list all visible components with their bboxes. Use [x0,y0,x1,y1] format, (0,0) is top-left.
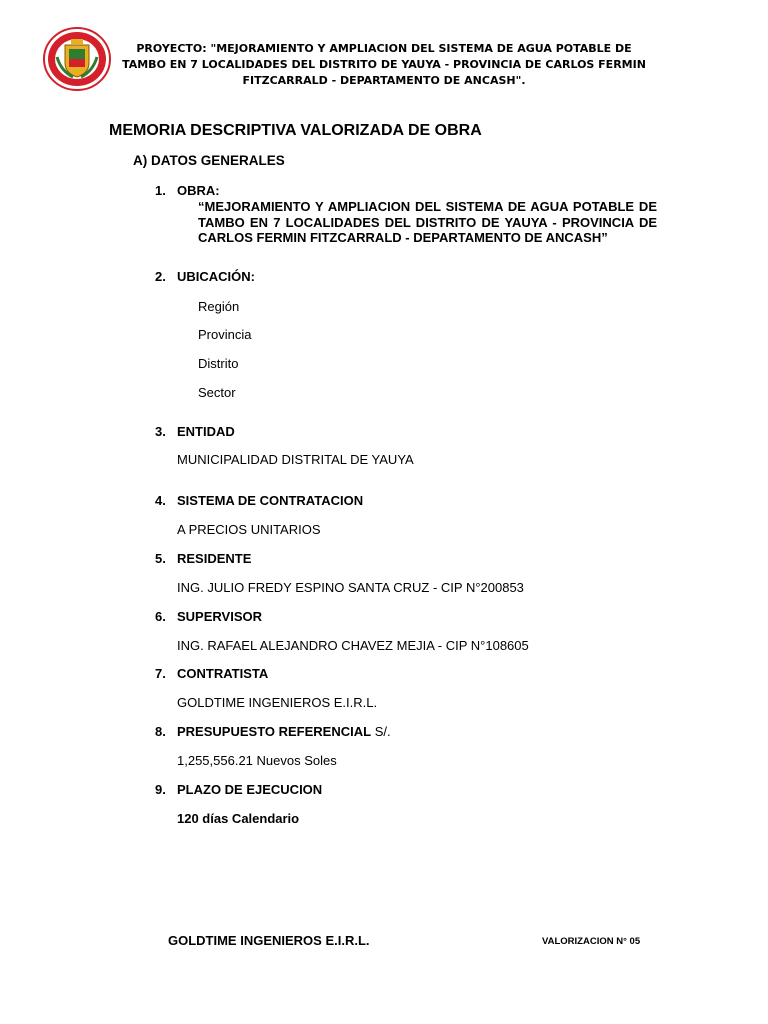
ubicacion-distrito-label: Distrito [198,356,239,371]
ubicacion-provincia-label: Provincia [198,327,252,342]
ubicacion-region-label: Región [198,299,240,314]
item-contratista-heading: 7. CONTRATISTA [155,666,269,681]
currency-suffix: S/. [371,724,391,739]
footer-valorizacion: VALORIZACION N° 05 [542,936,641,947]
item-supervisor-heading: 6. SUPERVISOR [155,609,263,624]
item-sistema-heading: 4. SISTEMA DE CONTRATACION [155,493,364,508]
contratista-value: GOLDTIME INGENIEROS E.I.R.L. [177,695,378,710]
document-title: MEMORIA DESCRIPTIVA VALORIZADA DE OBRA [109,122,482,139]
footer-company: GOLDTIME INGENIEROS E.I.R.L. [168,933,370,948]
item-residente-heading: 5. RESIDENTE [155,551,252,566]
item-obra-heading: 1. OBRA: [155,183,220,198]
item-presupuesto-heading: 8. PRESUPUESTO REFERENCIAL S/. [155,724,391,739]
item-ubicacion-heading: 2. UBICACIÓN: [155,269,255,284]
obra-description: “MEJORAMIENTO Y AMPLIACION DEL SISTEMA DE AGUA POTABLE DE TAMBO EN 7 LOCALIDADES DEL DISTRITO DE YAUYA - PROVINCIA DE CARLOS FERMIN FITZCARRALD - DEPARTAMENTO DE ANCASH” [198,199,657,245]
presupuesto-value: 1,255,556.21 Nuevos Soles [177,753,337,768]
supervisor-value: ING. RAFAEL ALEJANDRO CHAVEZ MEJIA - CIP N°108605 [177,638,529,653]
residente-value: ING. JULIO FREDY ESPINO SANTA CRUZ - CIP N°200853 [177,580,524,595]
ubicacion-sector-label: Sector [198,385,236,400]
project-header-title: PROYECTO: "MEJORAMIENTO Y AMPLIACION DEL SISTEMA DE AGUA POTABLE DE TAMBO EN 7 LOCALIDADES DEL DISTRITO DE YAUYA - PROVINCIA DE CARLOS FERMIN FITZCARRALD - DEPARTAMENTO DE ANCASH". [122,42,646,87]
sistema-value: A PRECIOS UNITARIOS [177,522,321,537]
plazo-value: 120 días Calendario [177,811,300,826]
item-entidad-heading: 3. ENTIDAD [155,424,235,439]
item-plazo-heading: 9. PLAZO DE EJECUCION [155,782,323,797]
section-title: A) DATOS GENERALES [133,153,285,168]
entidad-value: MUNICIPALIDAD DISTRITAL DE YAUYA [177,452,414,467]
municipal-seal-icon [43,27,111,91]
